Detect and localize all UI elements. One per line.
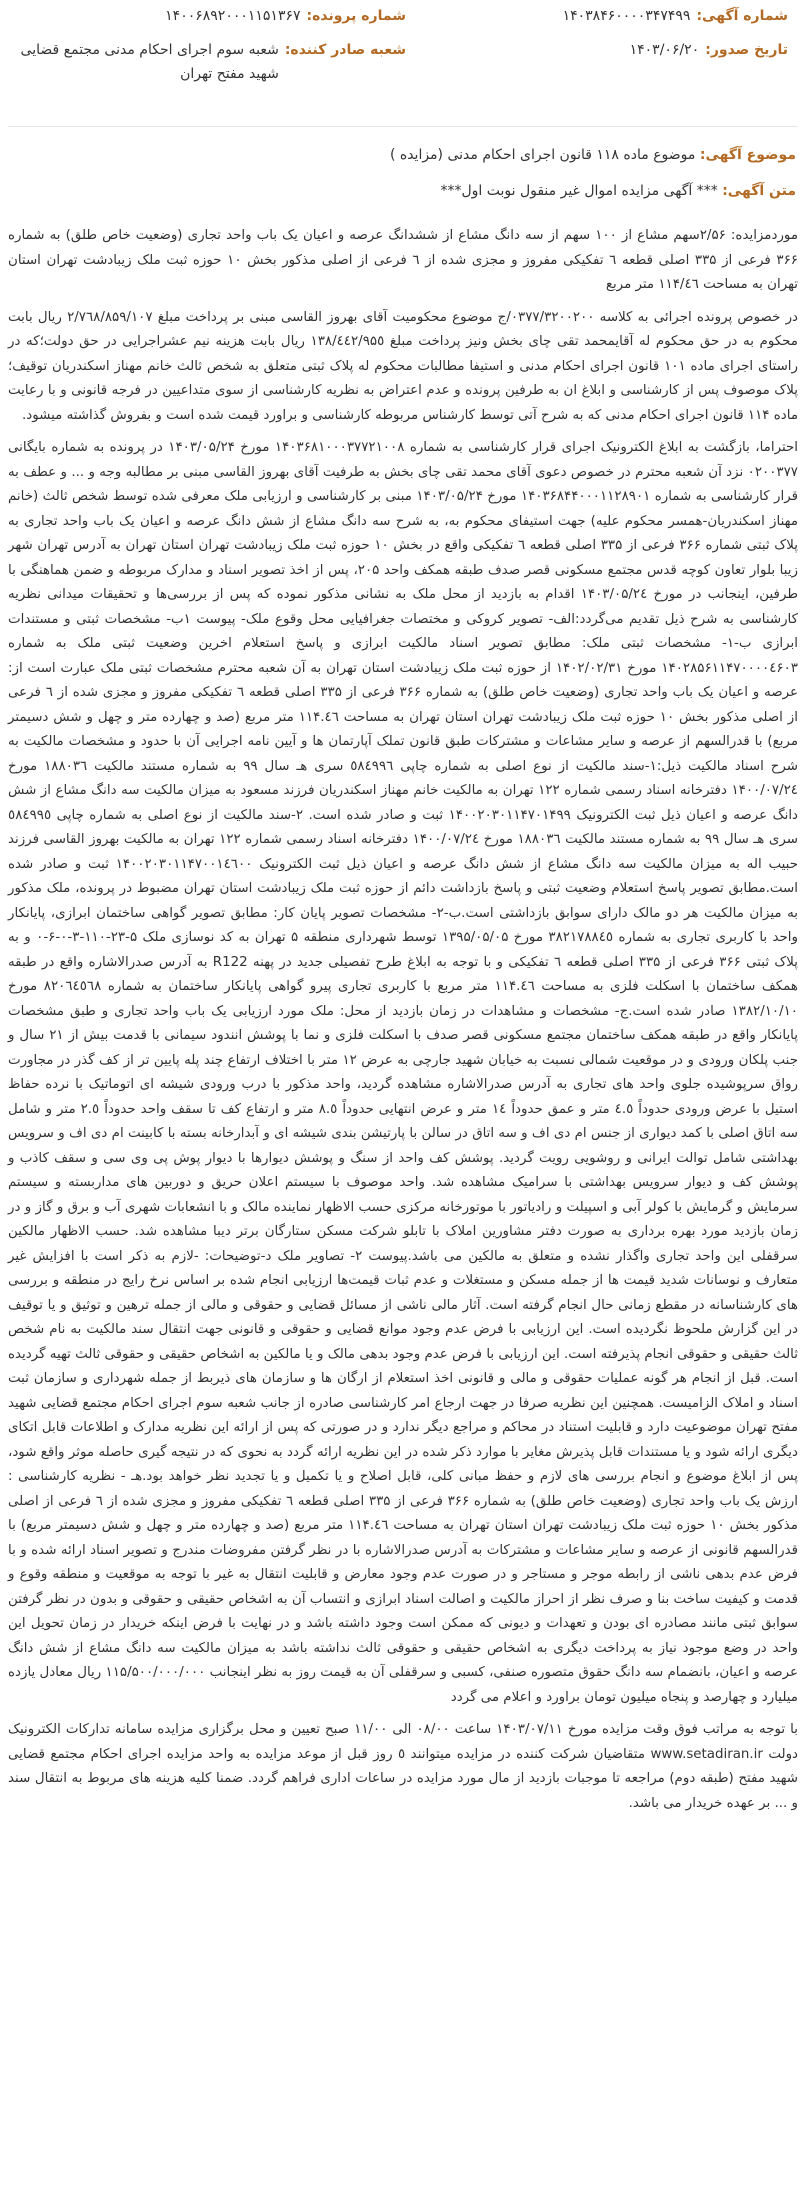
issuing-branch-value: شعبه سوم اجرای احکام مدنی مجتمع قضایی شهید مفتح تهران xyxy=(20,42,279,82)
issuing-branch-label: شعبه صادر کننده: xyxy=(284,42,406,58)
notice-text-label: متن آگهی: xyxy=(722,183,796,199)
expert-report-paragraph: احتراما، بازگشت به ابلاغ الکترونیک اجرای قرار کارشناسی به شماره ۱۴۰۳۶۸۱۰۰۰۳۷۷۲۱۰۰۸ مورخ ۱۴۰۳/۰۵/۲۴ در پرونده به شماره بایگانی ۰۲۰۰۳۷۷ نزد آن شعبه محترم در خصوص دعوی آقای محمد تقی چای بخش به طرفیت آقای بهروز القاسی مبنی بر مطالبه وجه و ... و عطف به قرار کارشناسی به شماره ۱۴۰۳۶۸۴۴۰۰۰۱۱۲۸۹۰۱ مورخ ۱۴۰۳/۰۵/۲۴ مبنی بر کارشناسی و ارزیابی ملک معرفی شده توسط شخص ثالث (خانم مهناز اسکندریان-همسر محکوم علیه) جهت استیفای محکوم به، به شرح سه دانگ مشاع از شش دانگ عرصه و اعیان یک باب واحد تجاری به پلاک ثبتی شماره ۳۶۶ فرعی از ۳۳۵ اصلی قطعه ٦ تفکیکی واقع در بخش ۱۰ حوزه ثبت ملک زیبادشت تهران استان تهران به آدرس تهران شهر زیبا بلوار تعاون کوچه قدس مجتمع مسکونی قصر صدف طبقه همکف واحد ۲۰۵، پس از اخذ تصویر اسناد و مدارک مربوطه و ضمن هماهنگی با طرفین، اینجانب در مورخ ۱۴۰۳/۰۵/٢٤ اقدام به بازدید از محل ملک به نشانی مذکور نموده که پس از بررسی‌ها و تحقیقات میدانی نظریه کارشناسی به شرح ذیل تقدیم می‌گردد:الف- تصویر کروکی و مختصات جغرافیایی محل وقوع ملک- پیوست ۱ب- مشخصات ثبتی و مستندات ابرازی ب-۱- مشخصات ثبتی ملک: مطابق تصویر اسناد مالکیت ابرازی و پاسخ استعلام اخرین وضعیت ثبتی ملک به شماره ۱۴۰۲۸۵۶۱۱۴۷۰۰۰۰٤۶۰۳ مورخ ۱۴۰۲/۰۲/۳۱ از حوزه ثبت ملک زیبادشت استان تهران به آن شعبه محترم مشخصات ثبتی ملک عبارت است از: عرصه و اعیان یک باب واحد تجاری (وضعیت خاص طلق) به شماره ۳۶۶ فرعی از ۳۳۵ اصلی قطعه ٦ تفکیکی مفروز و مجزی شده از ٦ فرعی از اصلی مذکور بخش ۱۰ حوزه ثبت ملک زیبادشت تهران استان تهران به مساحت ۱۱۴.٤٦ متر مربع (صد و چهارده متر و چهل و شش دسیمتر مربع) با قدرالسهم از عرصه و سایر مشاعات و مشترکات طبق قانون تملک آپارتمان ها و آیین نامه اجرایی آن با حدود و مشخصات مالکیت به شرح اسناد مالکیت ذیل:۱-سند مالکیت از نوع اصلی به شماره چاپی ٥٨٤٩٩٦ سری هـ سال ۹۹ به شماره مستند مالکیت ۱۸۸۰۳٦ مورخ ۱۴۰۰/۰۷/٢٤ دفترخانه اسناد رسمی شماره ۱۲۲ تهران به مالکیت خانم مهناز اسکندریان فرزند مسعود به میزان مالکیت سه دانگ مشاع از شش دانگ عرصه و اعیان ذیل ثبت الکترونیک ۱۴۰۰۲۰۳۰۱۱۴۷۰۱۴۹۹ ثبت و صادر شده است. ۲-سند مالکیت از نوع اصلی به شماره چاپی ٥٨٤٩٩٥ سری هـ سال ۹۹ به شماره مستند مالکیت ۱۸۸۰۳٦ مورخ ۱۴۰۰/۰۷/٢٤ دفترخانه اسناد رسمی شماره ۱۲۲ تهران به مالکیت بهروز القاسی فرزند حبیب اله به میزان مالکیت سه دانگ مشاع از شش دانگ عرصه و اعیان ذیل ثبت الکترونیک ۱۴۰۰۲۰۳۰۱۱۴۷۰۰۱٤٦۰۰ ثبت و صادر شده است.مطابق تصویر پاسخ استعلام وضعیت ثبتی و پاسخ بازداشت دائم از حوزه ثبت ملک زیبادشت استان تهران مضبوط در پرونده، ملک مذکور به میزان مالکیت هر دو مالک دارای سوابق بازداشتی است.ب-۲- مشخصات تصویر پایان کار: مطابق تصویر گواهی ساختمان ابرازی، پایانکار واحد با کاربری تجاری به شماره ۳۸۲۱۷۸۸٤٥ مورخ ۱۳۹۵/۰۵/۰۵ توسط شهرداری منطقه ۵ تهران به کد نوسازی ملک ۵-۲۳-۱۱۰-۳-۰-۶-۰ و به پلاک ثبتی ۳۶۶ فرعی از ۳۳۵ اصلی قطعه ٦ تفکیکی و با توجه به ابلاغ طرح تفصیلی جدید در پهنه R122 به آدرس صدرالاشاره واقع در طبقه همکف ساختمان با اسکلت فلزی به مساحت ۱۱۴.٤٦ متر مربع با کاربری تجاری پیرو گواهی پایانکار ساختمان به شماره ۸۲۰٦٤٥٦٨ مورخ ۱۳۸۲/۱۰/۱۰ صادر شده است.ج- مشخصات و مشاهدات در زمان بازدید از محل: ملک مورد ارزیابی یک باب واحد تجاری و طبق مشخصات پایانکار واقع در طبقه همکف ساختمان مجتمع مسکونی قصر صدف با اسکلت فلزی و نما با پوشش انندود سیمانی با قدمت بیش از ٢١ سال و جنب پلکان ورودی و در موقعیت شمالی نسبت به خیابان شهید جارچی به عرض ١٢ متر با اختلاف ارتفاع چند پله پایین تر از کف گذر در مجاورت رواق سرپوشیده جلوی واحد های تجاری به آدرس صدرالاشاره مشاهده گردید، واحد مذکور با درب ورودی شیشه ای اتوماتیک با نرده حفاظ استیل با عرض ورودی حدوداً ٤.٥ متر و عمق حدوداً ١٤ متر و عرض انتهایی حدوداً ٨.٥ متر و ارتفاع کف تا سقف واحد حدوداً ٢.٥ متر و شامل سه اتاق اصلی با کمد دیواری از جنس ام دی اف و سه اتاق در سالن با پارتیشن بندی شیشه ای و آبدارخانه بسته با کابینت ام دی اف و سرویس بهداشتی شامل توالت ایرانی و روشویی رویت گردید. پوشش کف واحد از سنگ و پوشش دیوارها با دیوار پوش پی وی سی و سقف کاذب و پوشش کف و دیوار سرویس بهداشتی با سرامیک مشاهده شد. واحد موصوف با سیستم اعلان حریق و دوربین های مداربسته و سیستم سرمایش و گرمایش با کولر آبی و اسپیلت و رادیاتور با موتورخانه مرکزی حسب الاظهار نماینده مالک و با انشعابات شهری آب و برق و گاز و در زمان بازدید مورد بهره برداری به صورت دفتر مشاورین املاک با تابلو شرکت مسکن ستارگان برتر دیبا مشاهده شد. حسب الاظهار مالکین سرقفلی این واحد تجاری واگذار نشده و متعلق به مالکین می باشد.پیوست ۲- تصاویر ملک د-توضیحات: -لازم به ذکر است با افزایش غیر متعارف و نوسانات شدید قیمت ها از جمله مسکن و مستغلات و عدم ثبات قیمت‌ها ارزیابی انجام شده بر اساس نرخ رایج در منطقه و بررسی های کارشناسانه در مقطع زمانی حال انجام گرفته است. آثار مالی ناشی از مسائل قضایی و حقوقی و مالی از جمله ترهین و توثیق و یا توقیف در این گزارش ملحوظ نگردیده است. این ارزیابی با فرض عدم وجود موانع قضایی و حقوقی و قانونی جهت انتقال سند مالکیت به نام شخص ثالث حقیقی و حقوقی انجام پذیرفته است. این ارزیابی با فرض عدم وجود بدهی مالک و یا مالکین به اشخاص حقیقی و حقوقی ثالث تهیه گردیده است. قبل از انجام هر گونه عملیات حقوقی و مالی و قانونی اخذ استعلام از ارگان ها و سازمان های ذیربط از جمله شهرداری و سازمان ثبت اسناد و املاک الزامیست. همچنین این نظریه صرفا در جهت ارجاع امر کارشناسی صادره از جانب شعبه سوم اجرای احکام مجتمع قضایی شهید مفتح تهران موضوعیت دارد و قابلیت استناد در محاکم و مراجع دیگر ندارد و در صورتی که پس از ارائه این نظریه مدارک و اطلاعات قابل اتکای دیگری ارائه شود و یا مستندات قابل پذیرش مغایر با موارد ذکر شده در این نظریه ارائه گردد به نحوی که در نتیجه گیری حاصله موثر واقع شود، پس از ابلاغ موضوع و انجام بررسی های لازم و حفظ مبانی کلی، قابل اصلاح و یا تکمیل و یا تجدید نظر خواهد بود.هـ - نظریه کارشناسی : ارزش یک باب واحد تجاری (وضعیت خاص طلق) به شماره ۳۶۶ فرعی از ۳۳۵ اصلی قطعه ٦ تفکیکی مفروز و مجزی شده از ٦ فرعی از اصلی مذکور بخش ۱۰ حوزه ثبت ملک زیبادشت تهران استان تهران به مساحت ۱۱۴.٤٦ متر مربع (صد و چهارده متر و چهل و شش دسیمتر مربع) با قدرالسهم قانونی از عرصه و سایر مشاعات و مشترکات به آدرس صدرالاشاره با در نظر گرفتن مفروضات مندرج و تصویر اسناد ارائه شده و با فرض عدم بدهی ناشی از رابطه موجر و مستاجر و در صورت عدم وجود معارض و قابلیت انتقال به غیر با توجه به موقعیت و منطقه وقوع و قدمت و کیفیت ساخت بنا و صرف نظر از احراز مالکیت و اصالت اسناد ابرازی و انتساب آن به اشخاص حقیقی و حقوقی و بدون در نظر گرفتن سوابق ثبتی مانند مصادره ای بودن و تعهدات و دیونی که ممکن است وجود داشته باشد و در نهایت با فرض اینکه خریدار در زمان تحویل این واحد در وضع موجود نیاز به پرداخت دیگری به اشخاص حقیقی و حقوقی ثالث نداشته باشد به میزان مالکیت سه دانگ مشاع از شش دانگ عرصه و اعیان، بانضمام سه دانگ حقوق متصوره صنفی، کسبی و سرقفلی آن به قیمت روز به نظر اینجانب ۱۱۵/۵۰۰/۰۰۰/۰۰۰ ریال معادل یازده میلیارد و چهارصد و پنجاه میلیون تومان براورد و اعلام می گردد xyxy=(8,440,799,1705)
notice-text-value: *** آگهی مزایده اموال غیر منقول نوبت اول*** xyxy=(440,183,718,199)
file-number-value: ۱۴۰۰۶۸۹۲۰۰۰۱۱۵۱۳۶۷ xyxy=(165,8,301,24)
notice-number xyxy=(563,4,788,28)
issuing-branch xyxy=(11,38,406,86)
notice-body xyxy=(8,224,798,1816)
subject-value: موضوع ماده ۱۱۸ قانون اجرای احکام مدنی (مزایده ) xyxy=(389,147,696,163)
issue-date xyxy=(630,38,788,62)
notice-subject xyxy=(8,142,798,168)
notice-number-value: ۱۴۰۳۸۴۶۰۰۰۰۳۴۷۴۹۹ xyxy=(562,8,691,24)
file-number-label: شماره پرونده: xyxy=(306,8,406,24)
header-divider xyxy=(8,126,798,127)
case-summary-paragraph: در خصوص پرونده اجرائی به کلاسه ۰۳۷۷/۳۲۰۰۲۰۰/ج موضوع محکومیت آقای بهروز القاسی مبنی بر پرداخت مبلغ ۲/۷٦۸/۸۵۹/۱۰۷ ریال بابت محکوم به در حق محکوم له آقایمحمد تقی چای بخش ونیز پرداخت مبلغ ۱۳۸/٤٤۲/۹۵٥ ریال بابت هزینه نیم عشراجرایی در حق دولت؛که در راستای اجرای ماده ۱۰۱ قانون اجرای احکام مدنی و استیفا مطالبات محکوم له پلاک ثبتی متعلق به شخص ثالث خانم مهناز اسکندریان توقیف؛ پلاک موصوف پس از کارشناسی و ابلاغ ان به طرفین پرونده و عدم اعتراض به نظریه کارشناسی از سوی متداعیین در فرجه قانونی و با رعایت ماده ۱۱۴ قانون اجرای احکام مدنی که به شرح آتی توسط کارشناس مربوطه کارشناسی و براورد قیمت شده است و بفروش گذاشته میشود. xyxy=(8,309,799,423)
file-number xyxy=(165,4,406,28)
issue-date-value: ۱۴۰۳/۰۶/۲۰ xyxy=(629,42,700,58)
subject-label: موضوع آگهی: xyxy=(699,147,796,163)
auction-item-paragraph: موردمزایده: ۲/۵۶سهم مشاع از ۱۰۰ سهم از سه دانگ مشاع از ششدانگ عرصه و اعیان یک باب واحد تجاری (وضعیت خاص طلق) به شماره ۳۶۶ فرعی از ۳۳۵ اصلی قطعه ٦ تفکیکی مفروز و مجزی شده از ٦ فرعی از اصلی مذکور بخش ۱۰ حوزه ثبت ملک زیبادشت تهران استان تهران به مساحت ۱۱۴/٤٦ متر مربع xyxy=(8,228,799,292)
notice-text-title xyxy=(8,178,798,204)
notice-number-label: شماره آگهی: xyxy=(696,8,788,24)
issue-date-label: تاریخ صدور: xyxy=(705,42,788,58)
auction-schedule-paragraph: با توجه به مراتب فوق وقت مزایده مورخ ۱۴۰۳/۰۷/۱۱ ساعت ۰۸/۰۰ الی ۱۱/۰۰ صبح تعیین و محل برگزاری مزایده سامانه تدارکات الکترونیک دولت www.setadiran.ir متقاضیان شرکت کننده در مزایده میتوانند ٥ روز قبل از موعد مزایده به واحد مزایده اجرای احکام مجتمع قضایی شهید مفتح (طبقه دوم) مراجعه تا موجبات بازدید از مال مورد مزایده در ساعات اداری فراهم گردد. ضمنا کلیه هزینه های مربوط به انتقال سند و ... بر عهده خریدار می باشد. xyxy=(8,1722,798,1811)
notice-header xyxy=(8,0,798,132)
